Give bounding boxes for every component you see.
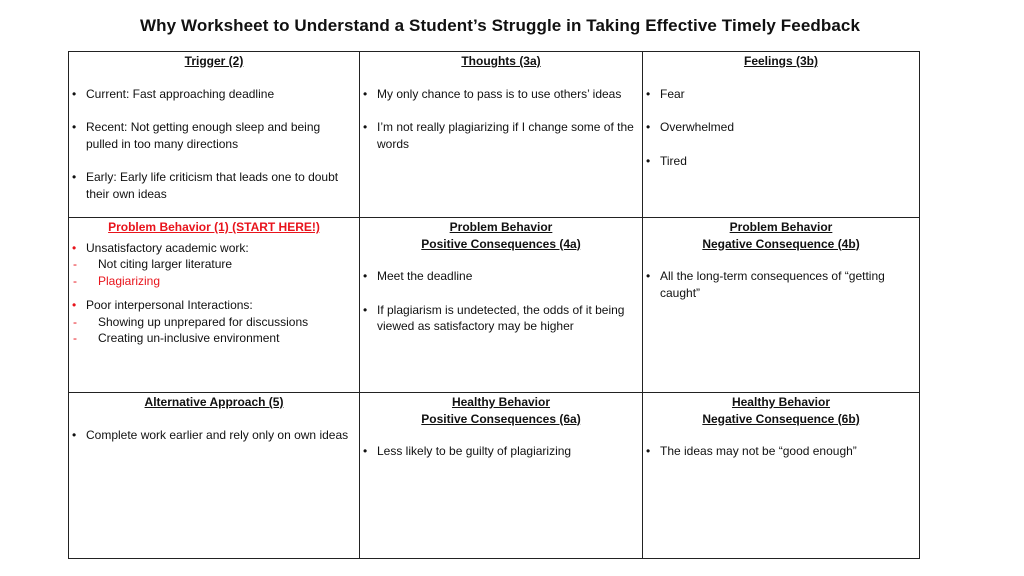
thoughts-cell bbox=[360, 52, 643, 218]
list-item bbox=[69, 297, 355, 347]
thoughts-list bbox=[360, 86, 642, 153]
healthy-positive-list bbox=[360, 443, 642, 460]
trigger-list bbox=[69, 86, 359, 203]
list-item: • Fear bbox=[643, 86, 915, 103]
feelings-header: Feelings (3b) bbox=[743, 54, 818, 68]
list-item: • Meet the deadline bbox=[360, 268, 638, 285]
alternative-cell bbox=[69, 393, 360, 559]
healthy-negative-cell bbox=[643, 393, 920, 559]
list-item: • Recent: Not getting enough sleep and being pulled in too many directions bbox=[69, 119, 355, 152]
group-label: Poor interpersonal Interactions: bbox=[86, 298, 253, 312]
group-label: Unsatisfactory academic work: bbox=[86, 240, 249, 255]
thoughts-header: Thoughts (3a) bbox=[461, 54, 541, 68]
problem-positive-cell bbox=[360, 218, 643, 393]
alternative-list bbox=[69, 427, 359, 444]
sub-item: - Not citing larger literature bbox=[69, 256, 355, 273]
list-item: • Early: Early life criticism that leads one to doubt their own ideas bbox=[69, 169, 355, 202]
list-item: • Current: Fast approaching deadline bbox=[69, 86, 355, 103]
problem-positive-list bbox=[360, 268, 642, 335]
list-item: • The ideas may not be “good enough” bbox=[643, 443, 915, 460]
list-item: • All the long-term consequences of “getting caught” bbox=[643, 268, 915, 301]
sub-item: - Plagiarizing bbox=[69, 273, 355, 290]
list-item: • I’m not really plagiarizing if I change some of the words bbox=[360, 119, 638, 152]
list-item bbox=[69, 240, 355, 290]
problem-positive-header-line2: Positive Consequences (4a) bbox=[421, 236, 581, 251]
sub-item: - Showing up unprepared for discussions bbox=[69, 314, 355, 331]
list-item: • Complete work earlier and rely only on own ideas bbox=[69, 427, 355, 444]
problem-behavior-cell bbox=[69, 218, 360, 393]
healthy-positive-header-line2: Positive Consequences (6a) bbox=[421, 411, 581, 426]
table-row bbox=[69, 52, 920, 218]
healthy-positive-cell bbox=[360, 393, 643, 559]
healthy-negative-header-line1: Healthy Behavior bbox=[731, 395, 831, 409]
problem-behavior-list bbox=[69, 240, 359, 347]
problem-behavior-header: Problem Behavior (1) (START HERE!) bbox=[108, 220, 320, 234]
list-item: • If plagiarism is undetected, the odds of it being viewed as satisfactory may be higher bbox=[360, 302, 638, 335]
worksheet-table bbox=[68, 51, 920, 559]
problem-negative-header-line1: Problem Behavior bbox=[729, 220, 833, 234]
table-row bbox=[69, 218, 920, 393]
table-row bbox=[69, 393, 920, 559]
problem-negative-cell bbox=[643, 218, 920, 393]
list-item: • Less likely to be guilty of plagiarizing bbox=[360, 443, 638, 460]
feelings-list bbox=[643, 86, 919, 170]
trigger-cell bbox=[69, 52, 360, 218]
feelings-cell bbox=[643, 52, 920, 218]
sub-list bbox=[69, 256, 355, 289]
list-item: • Tired bbox=[643, 153, 915, 170]
healthy-negative-list bbox=[643, 443, 919, 460]
sub-item: - Creating un-inclusive environment bbox=[69, 330, 355, 347]
problem-negative-list bbox=[643, 268, 919, 301]
page-title: Why Worksheet to Understand a Student’s Struggle in Taking Effective Timely Feedback bbox=[139, 16, 861, 35]
trigger-header: Trigger (2) bbox=[184, 54, 244, 68]
list-item: • My only chance to pass is to use others’ ideas bbox=[360, 86, 638, 103]
problem-negative-header-line2: Negative Consequence (4b) bbox=[702, 236, 860, 251]
healthy-positive-header-line1: Healthy Behavior bbox=[451, 395, 551, 409]
healthy-negative-header-line2: Negative Consequence (6b) bbox=[702, 411, 860, 426]
sub-list bbox=[69, 314, 355, 347]
list-item: • Overwhelmed bbox=[643, 119, 915, 136]
alternative-header: Alternative Approach (5) bbox=[144, 395, 284, 409]
problem-positive-header-line1: Problem Behavior bbox=[449, 220, 553, 234]
